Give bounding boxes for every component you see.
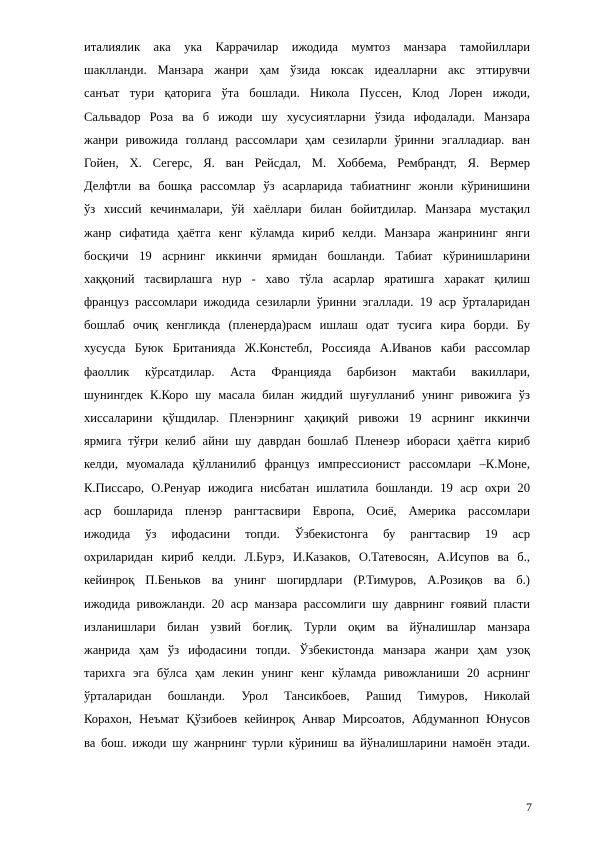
text-line: хиссаларини қўшдилар. Пленэрнинг ҳақиқий ривожи 19 асрнинг иккинчи xyxy=(84,411,530,425)
text-line: шаклланди. Манзара жанри ҳам ўзида юксак идеалларни акс эттирувчи xyxy=(84,63,530,78)
text-line: К.Писсаро, О.Ренуар ижодига нисбатан ишлатила бошланди. 19 аср охри 20 xyxy=(84,480,530,495)
text-line: ўрталаридан бошланди. Урол Тансикбоев, Рашид Тимуров, Николай xyxy=(84,689,530,704)
text-line: хусусда Буюк Британияда Ж.Констебл, Россияда А.Иванов каби рассомлар xyxy=(84,341,530,356)
text-line: фаоллик кўрсатдилар. Аста Францияда барбизон мактаби вакиллари, xyxy=(84,364,530,379)
text-line: кейинроқ П.Беньков ва унинг шогирдлари (Р.Тимуров, А.Розиқов ва б.) xyxy=(84,573,530,588)
text-line: Сальвадор Роза ва б ижоди шу хусусиятларни ўзида ифодалади. Манзара xyxy=(84,109,530,124)
text-line: санъат тури қаторига ўта бошлади. Никола Пуссен, Клод Лорен ижоди, xyxy=(84,86,530,101)
text-line: тарихга эга бўлса ҳам лекин унинг кенг кўламда ривожланиши 20 асрнинг xyxy=(84,666,530,681)
text-line: охриларидан кириб келди. Л.Бурэ, И.Казаков, О.Татевосян, А.Исупов ва б., xyxy=(84,550,530,565)
text-line: жанр сифатида ҳаётга кенг кўламда кириб келди. Манзара жанрининг янги xyxy=(84,225,530,240)
text-line: Гойен, Х. Сегерс, Я. ван Рейсдал, М. Хоббема, Рембрандт, Я. Вермер xyxy=(84,155,530,170)
text-line: ижодида ўз ифодасини топди. Ўзбекистонга бу рангтасвир 19 аср xyxy=(84,526,530,541)
text-line: аср бошларида пленэр рангтасвири Европа, Осиё, Америка рассомлари xyxy=(84,503,530,518)
text-line: изланишлари билан узвий боғлиқ. Турли оқим ва йўналишлар манзара xyxy=(84,619,530,634)
text-line: француз рассомлари ижодида сезиларли ўринни эгаллади. 19 аср ўрталаридан xyxy=(84,295,530,310)
text-line: ижодида ривожланди. 20 аср манзара рассомлиги шу даврнинг ғоявий пласти xyxy=(84,596,530,611)
text-line: жанрида ҳам ўз ифодасини топди. Ўзбекистонда манзара жанри ҳам узоқ xyxy=(84,642,530,657)
text-line: ярмига тўғри келиб айни шу даврдан бошлаб Пленеэр ибораси ҳаётга кириб xyxy=(84,434,530,449)
text-line: жанри ривожида голланд рассомлари ҳам сезиларли ўринни эгалладиар. ван xyxy=(84,132,530,147)
text-line: босқичи 19 асрнинг иккинчи ярмидан бошланди. Табиат кўринишларини xyxy=(84,248,530,263)
text-line: Делфтли ва бошқа рассомлар ўз асарларида табиатнинг жонли кўринишини xyxy=(84,179,530,194)
body-text xyxy=(84,36,530,755)
text-line: хаққоний тасвирлашга нур - хаво тўла асарлар яратишга харакат қилиш xyxy=(84,271,530,286)
text-line: ўз хиссий кечинмалари, ўй хаёллари билан бойитдилар. Манзара мустақил xyxy=(84,202,530,217)
text-line: италиялик ака ука Каррачилар ижодида мумтоз манзара тамойиллари xyxy=(84,40,530,54)
text-line: Корахон, Неъмат Қўзибоев кейинроқ Анвар Мирсоатов, Абдуманноп Юнусов xyxy=(84,712,530,727)
text-line: шунингдек К.Коро шу масала билан жиддий шуғулланиб унинг ривожига ўз xyxy=(84,387,530,402)
page-number: 7 xyxy=(526,800,532,814)
text-line: бошлаб очиқ кенгликда (пленерда)расм ишлаш одат тусига кира борди. Бу xyxy=(84,318,530,333)
text-line: ва бош. ижоди шу жанрнинг турли кўриниш ва йўналишларини намоён этади. xyxy=(84,735,530,750)
text-line: келди, муомалада қўлланилиб француз импрессионист рассомлари –К.Моне, xyxy=(84,457,530,472)
